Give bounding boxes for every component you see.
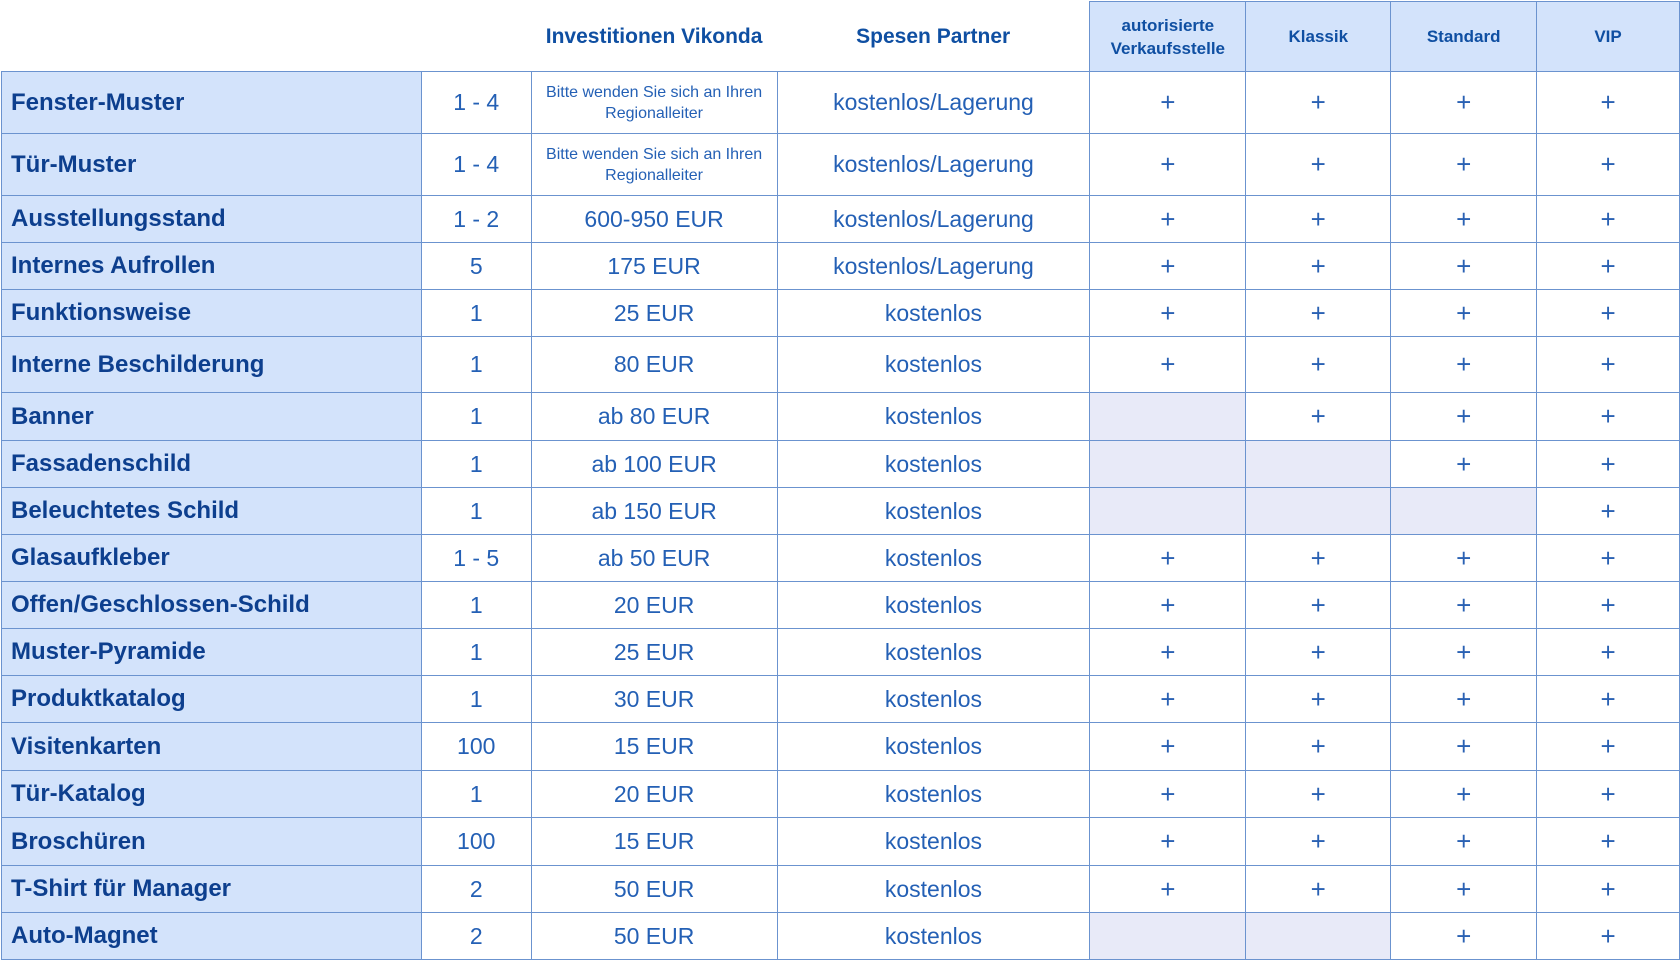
tier-klassik-cell: + bbox=[1246, 818, 1391, 866]
tier-standard-cell: + bbox=[1391, 72, 1537, 134]
tier-autorisiert-cell: + bbox=[1090, 818, 1246, 866]
item-investment: 50 EUR bbox=[531, 913, 777, 960]
tier-vip-cell: + bbox=[1537, 72, 1680, 134]
item-quantity: 1 - 5 bbox=[421, 535, 531, 582]
item-name: Visitenkarten bbox=[2, 723, 422, 771]
table-row bbox=[2, 723, 1680, 771]
item-name: Produktkatalog bbox=[2, 676, 422, 723]
tier-klassik-cell: + bbox=[1246, 866, 1391, 913]
item-partner-cost: kostenlos bbox=[777, 913, 1090, 960]
tier-vip-cell: + bbox=[1537, 134, 1680, 196]
tier-klassik-cell bbox=[1246, 441, 1391, 488]
tier-standard-cell: + bbox=[1391, 866, 1537, 913]
item-investment: Bitte wenden Sie sich an Ihren Regionalleiter bbox=[531, 72, 777, 134]
header-spesen: Spesen Partner bbox=[777, 2, 1090, 72]
tier-klassik-cell bbox=[1246, 488, 1391, 535]
table-row bbox=[2, 771, 1680, 818]
item-partner-cost: kostenlos bbox=[777, 488, 1090, 535]
tier-standard-cell: + bbox=[1391, 771, 1537, 818]
table-row bbox=[2, 290, 1680, 337]
table-row bbox=[2, 441, 1680, 488]
item-quantity: 1 bbox=[421, 441, 531, 488]
item-quantity: 1 bbox=[421, 393, 531, 441]
item-quantity: 1 - 4 bbox=[421, 72, 531, 134]
item-investment: 80 EUR bbox=[531, 337, 777, 393]
tier-vip-cell: + bbox=[1537, 771, 1680, 818]
tier-autorisiert-cell: + bbox=[1090, 676, 1246, 723]
item-name: Interne Beschilderung bbox=[2, 337, 422, 393]
item-name: Offen/Geschlossen-Schild bbox=[2, 582, 422, 629]
tier-standard-cell: + bbox=[1391, 196, 1537, 243]
tier-klassik-cell: + bbox=[1246, 243, 1391, 290]
tier-klassik-cell bbox=[1246, 913, 1391, 960]
item-quantity: 1 - 4 bbox=[421, 134, 531, 196]
item-name: Banner bbox=[2, 393, 422, 441]
tier-klassik-cell: + bbox=[1246, 629, 1391, 676]
header-blank-name bbox=[2, 2, 422, 72]
item-name: Beleuchtetes Schild bbox=[2, 488, 422, 535]
table-row bbox=[2, 818, 1680, 866]
item-partner-cost: kostenlos bbox=[777, 441, 1090, 488]
tier-autorisiert-cell: + bbox=[1090, 337, 1246, 393]
table-body bbox=[2, 72, 1680, 960]
tier-standard-cell: + bbox=[1391, 441, 1537, 488]
item-name: Internes Aufrollen bbox=[2, 243, 422, 290]
tier-vip-cell: + bbox=[1537, 818, 1680, 866]
item-quantity: 1 bbox=[421, 582, 531, 629]
tier-standard-cell: + bbox=[1391, 582, 1537, 629]
item-investment: ab 150 EUR bbox=[531, 488, 777, 535]
item-investment: 15 EUR bbox=[531, 818, 777, 866]
item-name: Glasaufkleber bbox=[2, 535, 422, 582]
tier-klassik-cell: + bbox=[1246, 337, 1391, 393]
item-investment: ab 80 EUR bbox=[531, 393, 777, 441]
tier-klassik-cell: + bbox=[1246, 290, 1391, 337]
table-row bbox=[2, 535, 1680, 582]
item-partner-cost: kostenlos/Lagerung bbox=[777, 134, 1090, 196]
tier-autorisiert-cell bbox=[1090, 913, 1246, 960]
item-name: Broschüren bbox=[2, 818, 422, 866]
tier-vip-cell: + bbox=[1537, 393, 1680, 441]
tier-standard-cell bbox=[1391, 488, 1537, 535]
tier-klassik-cell: + bbox=[1246, 535, 1391, 582]
item-partner-cost: kostenlos bbox=[777, 535, 1090, 582]
tier-autorisiert-cell: + bbox=[1090, 134, 1246, 196]
item-partner-cost: kostenlos/Lagerung bbox=[777, 72, 1090, 134]
tier-autorisiert-cell: + bbox=[1090, 196, 1246, 243]
item-quantity: 1 bbox=[421, 337, 531, 393]
tier-standard-cell: + bbox=[1391, 393, 1537, 441]
item-quantity: 100 bbox=[421, 723, 531, 771]
tier-autorisiert-cell: + bbox=[1090, 535, 1246, 582]
tier-vip-cell: + bbox=[1537, 535, 1680, 582]
item-investment: 175 EUR bbox=[531, 243, 777, 290]
item-quantity: 1 - 2 bbox=[421, 196, 531, 243]
tier-vip-cell: + bbox=[1537, 676, 1680, 723]
item-quantity: 100 bbox=[421, 818, 531, 866]
header-row bbox=[2, 2, 1680, 72]
table-row bbox=[2, 196, 1680, 243]
item-investment: 600-950 EUR bbox=[531, 196, 777, 243]
tier-standard-cell: + bbox=[1391, 629, 1537, 676]
item-partner-cost: kostenlos/Lagerung bbox=[777, 243, 1090, 290]
item-name: Tür-Katalog bbox=[2, 771, 422, 818]
header-tier-autorisiert: autorisierte Verkaufsstelle bbox=[1090, 2, 1246, 72]
item-name: T-Shirt für Manager bbox=[2, 866, 422, 913]
tier-autorisiert-cell: + bbox=[1090, 629, 1246, 676]
item-quantity: 1 bbox=[421, 290, 531, 337]
tier-autorisiert-cell bbox=[1090, 393, 1246, 441]
item-investment: 25 EUR bbox=[531, 629, 777, 676]
table-row bbox=[2, 337, 1680, 393]
item-quantity: 1 bbox=[421, 676, 531, 723]
item-name: Fassadenschild bbox=[2, 441, 422, 488]
tier-vip-cell: + bbox=[1537, 441, 1680, 488]
tier-autorisiert-cell bbox=[1090, 441, 1246, 488]
tier-klassik-cell: + bbox=[1246, 72, 1391, 134]
item-quantity: 5 bbox=[421, 243, 531, 290]
item-partner-cost: kostenlos bbox=[777, 393, 1090, 441]
header-investitionen: Investitionen Vikonda bbox=[531, 2, 777, 72]
tier-standard-cell: + bbox=[1391, 535, 1537, 582]
table-row bbox=[2, 134, 1680, 196]
tier-klassik-cell: + bbox=[1246, 582, 1391, 629]
item-investment: 50 EUR bbox=[531, 866, 777, 913]
item-partner-cost: kostenlos bbox=[777, 771, 1090, 818]
tier-standard-cell: + bbox=[1391, 818, 1537, 866]
table-row bbox=[2, 488, 1680, 535]
tier-autorisiert-cell: + bbox=[1090, 723, 1246, 771]
item-partner-cost: kostenlos bbox=[777, 723, 1090, 771]
item-quantity: 2 bbox=[421, 866, 531, 913]
item-partner-cost: kostenlos bbox=[777, 866, 1090, 913]
tier-standard-cell: + bbox=[1391, 243, 1537, 290]
tier-vip-cell: + bbox=[1537, 290, 1680, 337]
tier-klassik-cell: + bbox=[1246, 134, 1391, 196]
tier-standard-cell: + bbox=[1391, 134, 1537, 196]
item-partner-cost: kostenlos bbox=[777, 582, 1090, 629]
item-investment: ab 50 EUR bbox=[531, 535, 777, 582]
header-tier-vip: VIP bbox=[1537, 2, 1680, 72]
tier-vip-cell: + bbox=[1537, 337, 1680, 393]
item-investment: Bitte wenden Sie sich an Ihren Regionalleiter bbox=[531, 134, 777, 196]
tier-autorisiert-cell: + bbox=[1090, 243, 1246, 290]
tier-klassik-cell: + bbox=[1246, 393, 1391, 441]
tier-standard-cell: + bbox=[1391, 723, 1537, 771]
tier-autorisiert-cell: + bbox=[1090, 72, 1246, 134]
tier-vip-cell: + bbox=[1537, 243, 1680, 290]
tier-autorisiert-cell: + bbox=[1090, 582, 1246, 629]
tier-standard-cell: + bbox=[1391, 290, 1537, 337]
item-partner-cost: kostenlos bbox=[777, 337, 1090, 393]
tier-standard-cell: + bbox=[1391, 913, 1537, 960]
tier-autorisiert-cell bbox=[1090, 488, 1246, 535]
tier-vip-cell: + bbox=[1537, 196, 1680, 243]
tier-klassik-cell: + bbox=[1246, 676, 1391, 723]
marketing-materials-table bbox=[1, 1, 1680, 960]
tier-klassik-cell: + bbox=[1246, 723, 1391, 771]
item-quantity: 1 bbox=[421, 488, 531, 535]
item-investment: 15 EUR bbox=[531, 723, 777, 771]
item-investment: 20 EUR bbox=[531, 771, 777, 818]
tier-standard-cell: + bbox=[1391, 676, 1537, 723]
table-row bbox=[2, 243, 1680, 290]
table-row bbox=[2, 393, 1680, 441]
item-investment: 25 EUR bbox=[531, 290, 777, 337]
tier-vip-cell: + bbox=[1537, 582, 1680, 629]
tier-vip-cell: + bbox=[1537, 488, 1680, 535]
table-row bbox=[2, 866, 1680, 913]
item-partner-cost: kostenlos/Lagerung bbox=[777, 196, 1090, 243]
table-row bbox=[2, 582, 1680, 629]
item-name: Funktionsweise bbox=[2, 290, 422, 337]
tier-autorisiert-cell: + bbox=[1090, 771, 1246, 818]
tier-autorisiert-cell: + bbox=[1090, 866, 1246, 913]
item-investment: 20 EUR bbox=[531, 582, 777, 629]
tier-autorisiert-cell: + bbox=[1090, 290, 1246, 337]
header-blank-qty bbox=[421, 2, 531, 72]
table-row bbox=[2, 629, 1680, 676]
item-partner-cost: kostenlos bbox=[777, 676, 1090, 723]
item-partner-cost: kostenlos bbox=[777, 290, 1090, 337]
item-quantity: 1 bbox=[421, 771, 531, 818]
item-quantity: 1 bbox=[421, 629, 531, 676]
tier-vip-cell: + bbox=[1537, 723, 1680, 771]
header-tier-standard: Standard bbox=[1391, 2, 1537, 72]
tier-klassik-cell: + bbox=[1246, 771, 1391, 818]
item-name: Tür-Muster bbox=[2, 134, 422, 196]
table-row bbox=[2, 913, 1680, 960]
item-partner-cost: kostenlos bbox=[777, 629, 1090, 676]
table-row bbox=[2, 72, 1680, 134]
tier-vip-cell: + bbox=[1537, 913, 1680, 960]
tier-vip-cell: + bbox=[1537, 866, 1680, 913]
item-partner-cost: kostenlos bbox=[777, 818, 1090, 866]
item-investment: 30 EUR bbox=[531, 676, 777, 723]
item-name: Fenster-Muster bbox=[2, 72, 422, 134]
item-name: Ausstellungsstand bbox=[2, 196, 422, 243]
tier-standard-cell: + bbox=[1391, 337, 1537, 393]
header-tier-klassik: Klassik bbox=[1246, 2, 1391, 72]
item-investment: ab 100 EUR bbox=[531, 441, 777, 488]
tier-klassik-cell: + bbox=[1246, 196, 1391, 243]
item-quantity: 2 bbox=[421, 913, 531, 960]
item-name: Auto-Magnet bbox=[2, 913, 422, 960]
item-name: Muster-Pyramide bbox=[2, 629, 422, 676]
table-row bbox=[2, 676, 1680, 723]
tier-vip-cell: + bbox=[1537, 629, 1680, 676]
